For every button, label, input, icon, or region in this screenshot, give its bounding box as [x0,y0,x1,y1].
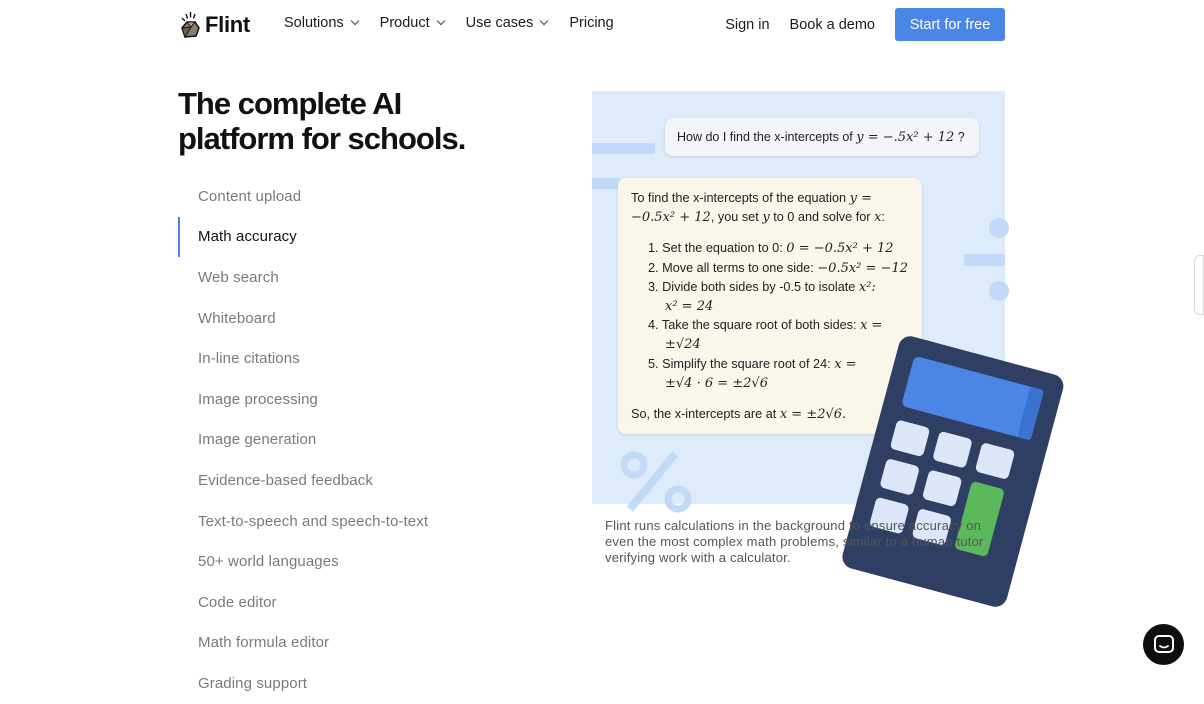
demo-illustration [592,91,1005,504]
conclusion-text: So, the x-intercepts are at [631,407,777,422]
book-demo-link[interactable]: Book a demo [789,16,875,33]
feature-item-active[interactable]: Math accuracy [178,217,498,258]
answer-intro-text: to 0 and solve for [773,210,871,225]
step-math-continued: ±√24 [665,337,701,353]
nav-solutions-label: Solutions [284,15,344,31]
nav-pricing-label: Pricing [569,15,614,31]
feature-item[interactable]: Evidence-based feedback [198,471,373,489]
step-number: 4. [648,318,659,333]
brand-logo[interactable] [178,8,250,42]
feature-item[interactable]: Content upload [198,187,302,205]
feature-item[interactable]: Text-to-speech and speech-to-text [198,512,429,530]
answer-intro-text: To find the x-intercepts of the equation [631,191,847,205]
nav-pricing[interactable] [569,15,613,31]
top-navigation [0,0,1200,50]
answer-intro-text: , you set [710,210,759,225]
decor-dot [989,218,1009,238]
question-text: How do I find the x-intercepts of [677,130,853,144]
step-number: 5. [648,356,659,371]
chat-launcher-button[interactable] [1143,624,1184,665]
chat-bubble-icon [1153,634,1175,656]
feature-item[interactable]: Math formula editor [198,634,330,652]
step-text: Take the square root of both sides: [661,318,857,333]
nav-actions [725,8,1005,41]
side-tab[interactable] [1194,255,1204,315]
conclusion-math: x = ±2√6. [779,407,847,423]
nav-solutions[interactable] [284,15,358,31]
feature-item[interactable]: Whiteboard [198,309,276,327]
decor-bar [592,178,620,189]
step-text: Simplify the square root of 24: [662,356,831,371]
feature-item[interactable]: Code editor [198,593,277,611]
nav-use-cases-label: Use cases [465,15,534,31]
feature-list [178,176,498,704]
feature-item[interactable]: Web search [198,268,279,286]
feature-item[interactable]: In-line citations [198,350,300,368]
step-text: Move all terms to one side: [662,260,814,275]
user-question-bubble [665,118,979,156]
feature-item[interactable]: Grading support [198,674,308,692]
solution-step [648,239,912,258]
chevron-down-icon [436,17,444,25]
solution-step [648,278,912,297]
chevron-down-icon [540,17,548,25]
step-math-continued: x² = 24 [665,299,714,315]
nav-use-cases[interactable] [466,15,548,31]
calculator-icon [824,351,1074,621]
question-equation: y = −.5x² + 12 [856,129,955,145]
answer-equation: −0.5x² + 12 [631,210,711,226]
step-text: Divide both sides by -0.5 to isolate [662,279,856,294]
step-number: 1. [648,241,659,256]
primary-menu [284,15,636,31]
step-text: Set the equation to 0: [662,241,783,256]
start-for-free-button[interactable]: Start for free [895,8,1005,41]
step-number: 3. [648,279,659,294]
feature-item[interactable]: Image generation [198,431,317,449]
brand-name: Flint [205,12,250,37]
percent-symbol-icon [620,449,700,509]
illustration-caption: Flint runs calculations in the background to ensure accuracy on even the most complex math problems, similar to a human tutor verifying work with a calculator. [605,518,984,565]
decor-bar [964,254,1005,266]
answer-intro-line-2 [631,208,912,227]
chevron-down-icon [350,17,358,25]
page-title: The complete AI platform for schools. [178,86,466,156]
answer-intro-math: y = [849,191,873,206]
step-math: x = [834,356,857,372]
sign-in-link[interactable]: Sign in [725,16,770,33]
question-end: ? [957,130,965,144]
step-math: −0.5x² = −12 [817,260,908,276]
decor-dot [989,281,1009,301]
solution-step [648,259,912,278]
nav-product-label: Product [379,15,430,31]
answer-intro-line-1 [631,189,912,208]
feature-item[interactable]: Image processing [198,390,318,408]
decor-bar [592,143,655,154]
step-math: 0 = −0.5x² + 12 [786,241,894,257]
step-math: x²: [858,279,876,295]
step-math: x = [860,318,883,334]
nav-product[interactable] [380,15,444,31]
step-number: 2. [648,260,659,275]
feature-item[interactable]: 50+ world languages [198,553,339,571]
answer-intro-text: : [881,210,885,225]
flint-stone-icon [178,11,202,39]
answer-var-x: x [874,210,882,226]
answer-var-y: y [762,210,770,226]
step-math-continued: ±√4 · 6 = ±2√6 [665,375,768,391]
solution-step [648,316,912,335]
